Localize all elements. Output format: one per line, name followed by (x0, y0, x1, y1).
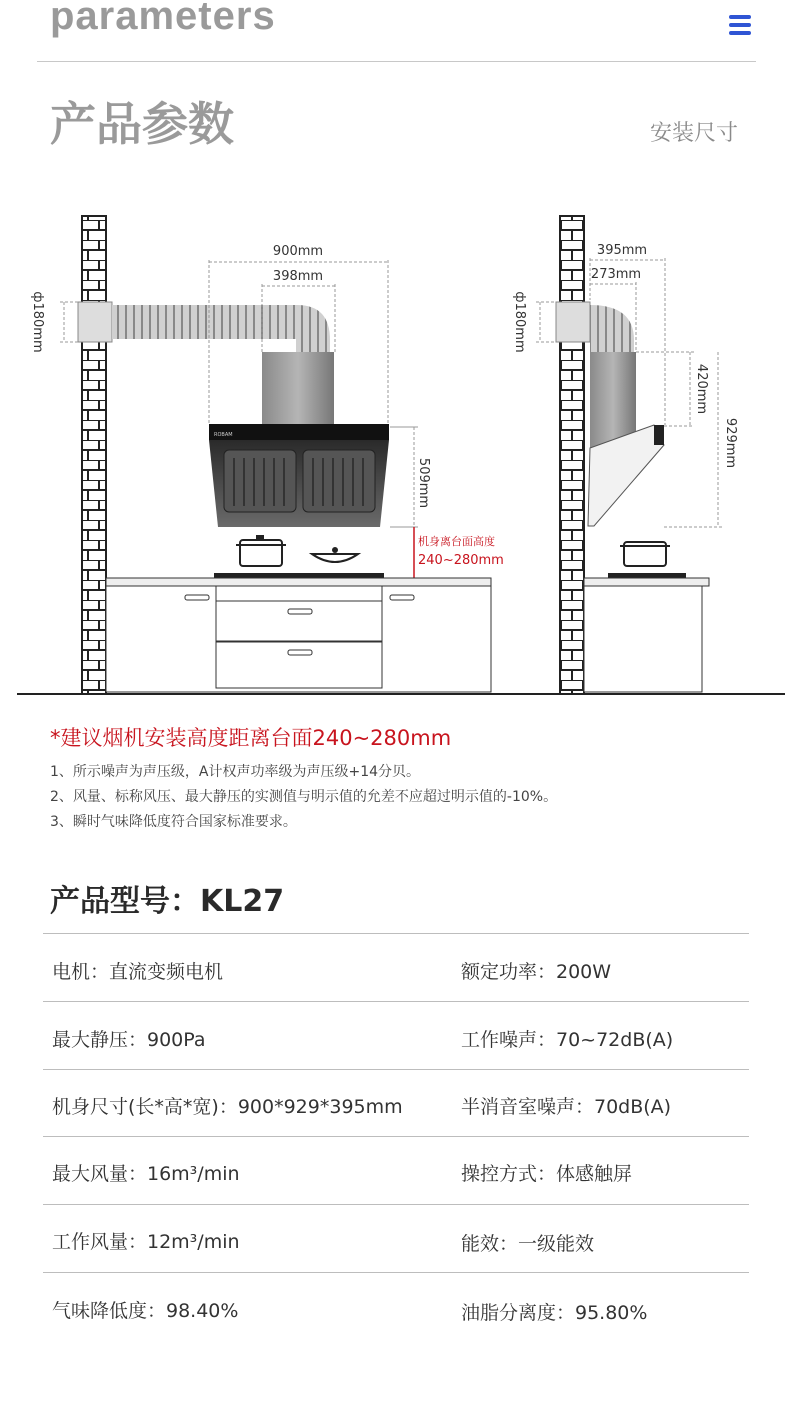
note-item: 3、瞬时气味降低度符合国家标准要求。 (50, 814, 297, 830)
note-item: 2、风量、标称风压、最大静压的实测值与明示值的允差不应超过明示值的-10%。 (50, 789, 558, 805)
divider (43, 933, 749, 934)
spec-cell: 最大风量：16m³/min (52, 1163, 240, 1185)
section-title: 产品参数 (50, 97, 234, 151)
dim-total-height: 929mm (723, 417, 738, 469)
divider (37, 61, 756, 62)
spec-cell: 工作风量：12m³/min (52, 1231, 240, 1253)
dim-duct-side: ф180mm (512, 291, 527, 353)
note-item: 1、所示噪声为声压级，A计权声功率级为声压级+14分贝。 (50, 764, 421, 780)
duct-hose (112, 305, 297, 339)
duct-collar (78, 302, 112, 342)
spec-cell: 半消音室噪声：70dB(A) (461, 1096, 672, 1118)
divider (43, 1204, 749, 1205)
divider (43, 1136, 749, 1137)
spec-cell: 工作噪声：70~72dB(A) (461, 1029, 674, 1051)
section-subtitle: 安装尺寸 (650, 121, 739, 146)
install-height-note: *建议烟机安装高度距离台面240~280mm (50, 726, 452, 750)
dim-width-front: 900mm (272, 244, 324, 259)
pot-left (240, 540, 282, 566)
hero-heading: parameters (50, 0, 276, 38)
spec-cell: 能效：一级能效 (461, 1233, 595, 1255)
dim-inner-depth-side: 273mm (590, 267, 642, 282)
spec-cell: 最大静压：900Pa (52, 1029, 206, 1051)
dim-height-509: 509mm (416, 457, 431, 509)
wall-right (560, 216, 584, 694)
dim-upper-height: 420mm (694, 363, 709, 415)
model-title: 产品型号：KL27 (50, 884, 285, 919)
hamburger-menu-icon[interactable] (729, 15, 751, 37)
dim-duct-front: ф180mm (30, 291, 45, 353)
countertop-front (106, 578, 491, 586)
dim-inner-width-front: 398mm (272, 269, 324, 284)
spec-cell: 油脂分离度：95.80% (461, 1302, 648, 1324)
hood-top (209, 424, 389, 440)
spec-cell: 操控方式：体感触屏 (461, 1163, 633, 1185)
spec-cell: 电机：直流变频电机 (52, 961, 224, 983)
divider (43, 1001, 749, 1002)
wok (312, 554, 358, 562)
spec-cell: 额定功率：200W (461, 961, 612, 983)
divider (43, 1272, 749, 1273)
chimney (262, 352, 334, 424)
dim-depth-side: 395mm (596, 243, 648, 258)
counter-note-1: 机身离台面高度 (418, 535, 495, 548)
duct-side (590, 305, 634, 352)
wall-left (82, 216, 106, 694)
spec-cell: 机身尺寸(长*高*宽)：900*929*395mm (52, 1096, 403, 1118)
countertop-side (584, 578, 709, 586)
brand-label: ROBAM (214, 432, 233, 438)
counter-note-2: 240~280mm (418, 553, 504, 568)
installation-diagram (0, 200, 790, 700)
spec-cell: 气味降低度：98.40% (52, 1300, 239, 1322)
divider (43, 1069, 749, 1070)
